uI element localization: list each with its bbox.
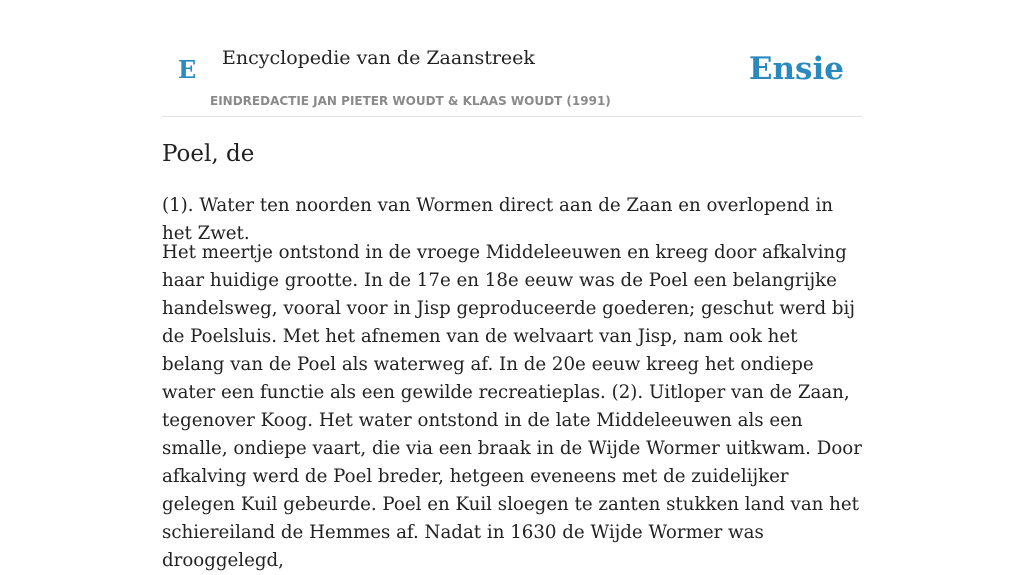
entry-paragraph-1: (1). Water ten noorden van Wormen direct aan de Zaan en overlopend in het Zwet. (162, 195, 833, 244)
page (162, 0, 862, 571)
site-title-link[interactable]: Encyclopedie van de Zaanstreek (222, 47, 535, 69)
site-logo-icon[interactable]: E (178, 55, 197, 84)
site-header (162, 0, 862, 117)
entry-title: Poel, de (162, 141, 255, 167)
entry-paragraph-2: Het meertje ontstond in de vroege Middeleeuwen en kreeg door afkalving haar huidige grootte. In de 17e en 18e eeuw was de Poel een belangrijke handelsweg, vooral voor in Jisp geproduceerde goederen; geschut werd bij de Poelsluis. Met het afnemen van de welvaart van Jisp, nam ook het belang van de Poel als waterweg af. In de 20e eeuw kreeg het ondiepe water een functie als een gewilde recreatieplas. (2). Uitloper van de Zaan, tegenover Koog. Het water ontstond in de late Middeleeuwen als een smalle, ondiepe vaart, die via een braak in de Wijde Wormer uitkwam. Door afkalving werd de Poel breder, hetgeen eveneens met de zuidelijker gelegen Kuil gebeurde. Poel en Kuil sloegen te zanten stukken land van het schiereiland de Hemmes af. Nadat in 1630 de Wijde Wormer was drooggelegd, (162, 242, 862, 571)
editors-credit: EINDREDACTIE JAN PIETER WOUDT & KLAAS WOUDT (1991) (210, 94, 611, 108)
ensie-brand-link[interactable]: Ensie (748, 51, 844, 87)
